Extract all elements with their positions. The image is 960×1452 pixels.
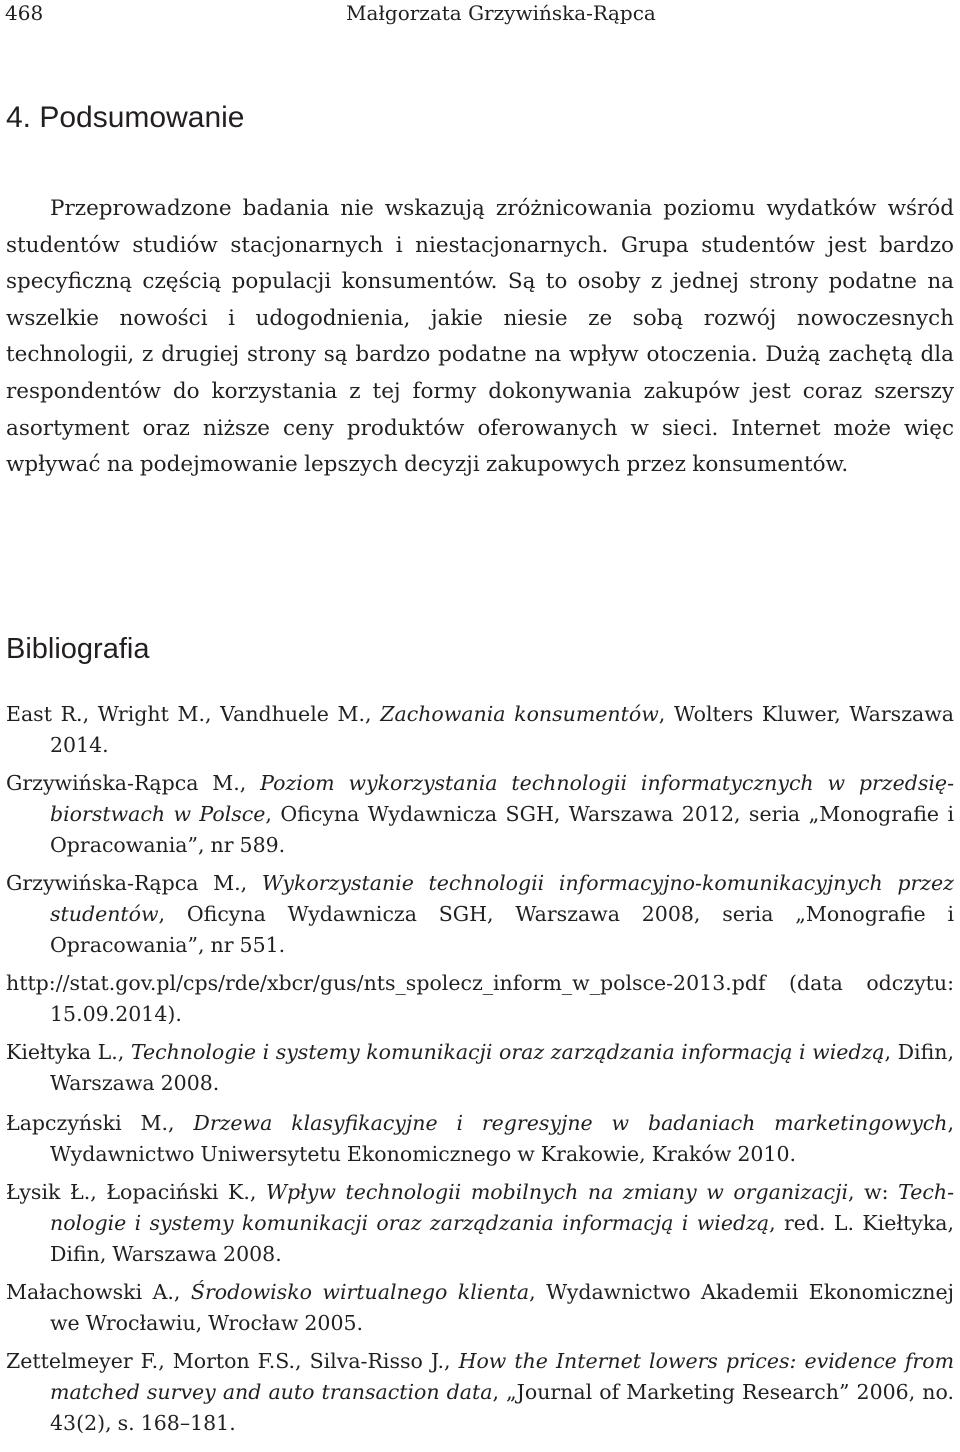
running-head: Małgorzata Grzywińska-Rąpca <box>346 1 656 25</box>
bibliography-list <box>6 699 954 1446</box>
bibliography-entry: Grzywińska-Rąpca M., Wykorzystanie technologii informacyjno-komunikacyjnych przez studentów, Oficyna Wydawnicza SGH, Warszawa 2008, seria „Monografie i Opracowania”, nr 551. <box>6 871 954 957</box>
page-number: 468 <box>5 1 44 25</box>
page-header <box>5 0 955 26</box>
bibliography-entry: Grzywińska-Rąpca M., Poziom wykorzystania technologii informatycznych w przedsiębiorstwach w Polsce, Oficyna Wydawnicza SGH, Warszawa 2012, seria „Monografie i Opracowania”, nr 589. <box>6 771 954 857</box>
section-heading-bibliography: Bibliografia <box>6 633 150 665</box>
bibliography-entry-url: http://stat.gov.pl/cps/rde/xbcr/gus/nts_spolecz_inform_w_polsce-2013.pdf (data odczytu: 15.09.2014). <box>6 971 954 1026</box>
bibliography-entry: East R., Wright M., Vandhuele M., Zachowania konsumentów, Wolters Kluwer, Warszawa 2014. <box>6 702 954 757</box>
bibliography-entry: Łapczyński M., Drzewa klasyfikacyjne i regresyjne w badaniach marketingowych, Wydawnictwo Uniwersytetu Ekonomicznego w Krakowie, Kraków 2010. <box>6 1111 954 1166</box>
bibliography-entry: Kiełtyka L., Technologie i systemy komunikacji oraz zarządzania informacją i wiedzą, Difin, Warszawa 2008. <box>6 1040 954 1095</box>
summary-paragraph: Przeprowadzone badania nie wskazują zróżnicowania poziomu wydatków wśród studentów studiów stacjonarnych i niestacjonarnych. Grupa studentów jest bardzo specyficzną częścią populacji konsumentów. Są to osoby z jednej strony podatne na wszelkie nowości i udogodnienia, jakie niesie ze sobą rozwój nowoczesnych technologii, z drugiej strony są bardzo podatne na wpływ otoczenia. Dużą zachętą dla respondentów do korzystania z tej formy dokonywania zakupów jest coraz szerszy asortyment oraz niższe ceny produktów oferowanych w sieci. Internet może więc wpływać na podejmowanie lepszych decyzji zakupowych przez konsumentów. <box>6 196 954 478</box>
bibliography-entry: Małachowski A., Środowisko wirtualnego klienta, Wydawnictwo Akademii Ekonomicznej we Wrocławiu, Wrocław 2005. <box>6 1280 954 1335</box>
section-heading-summary: 4. Podsumowanie <box>6 101 245 134</box>
bibliography-entry: Łysik Ł., Łopaciński K., Wpływ technologii mobilnych na zmiany w organizacji, w: Technologie i systemy komunikacji oraz zarządzania informacją i wiedzą, red. L. Kiełtyka, Difin, Warszawa 2008. <box>6 1180 955 1266</box>
bibliography-entry: Zettelmeyer F., Morton F.S., Silva-Risso J., How the Internet lowers prices: evidence from matched survey and auto transaction data, „Journal of Marketing Research” 2006, no. 43(2), s. 168–181. <box>6 1349 955 1435</box>
